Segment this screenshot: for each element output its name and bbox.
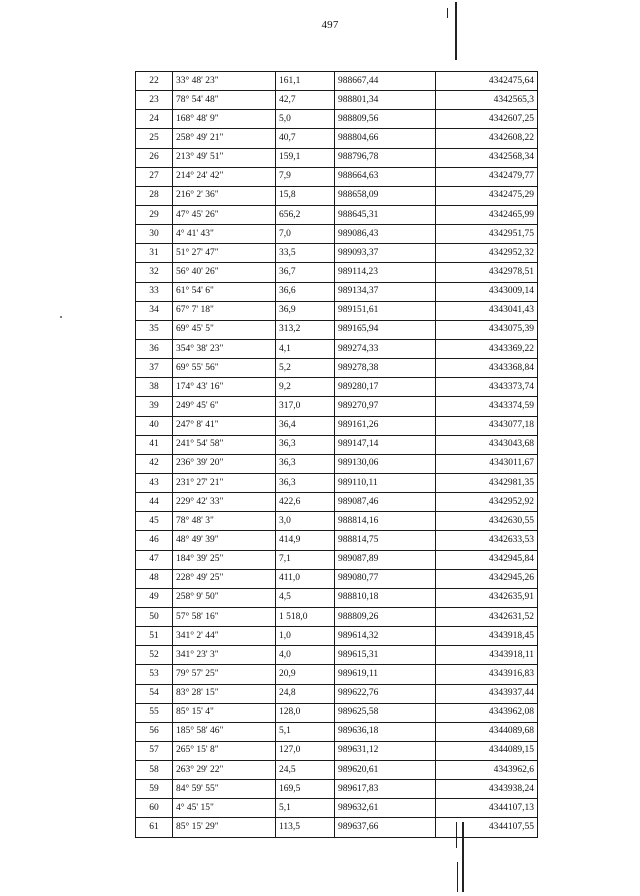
- x-coordinate-cell: 989620,61: [335, 761, 436, 780]
- scan-artifact-line: [457, 862, 458, 892]
- table-row: [136, 761, 538, 780]
- table-row: [136, 646, 538, 665]
- direction-angle-cell: 67° 7' 18": [173, 301, 276, 320]
- direction-angle-cell: 78° 54' 48": [173, 91, 276, 110]
- y-coordinate-cell: 4342479,77: [436, 167, 538, 186]
- distance-cell: 113,5: [276, 818, 335, 837]
- direction-angle-cell: 85° 15' 4": [173, 703, 276, 722]
- distance-cell: 5,1: [276, 722, 335, 741]
- page-number: 497: [321, 19, 339, 31]
- table-row: [136, 301, 538, 320]
- y-coordinate-cell: 4343373,74: [436, 378, 538, 397]
- table-row: [136, 186, 538, 205]
- direction-angle-cell: 341° 23' 3": [173, 646, 276, 665]
- y-coordinate-cell: 4342952,32: [436, 244, 538, 263]
- point-number-cell: 27: [136, 167, 173, 186]
- y-coordinate-cell: 4342465,99: [436, 205, 538, 224]
- y-coordinate-cell: 4342631,52: [436, 607, 538, 626]
- direction-angle-cell: 85° 15' 29": [173, 818, 276, 837]
- distance-cell: 313,2: [276, 320, 335, 339]
- point-number-cell: 61: [136, 818, 173, 837]
- point-number-cell: 46: [136, 531, 173, 550]
- y-coordinate-cell: 4342630,55: [436, 512, 538, 531]
- direction-angle-cell: 228° 49' 25": [173, 569, 276, 588]
- y-coordinate-cell: 4343368,84: [436, 359, 538, 378]
- distance-cell: 33,5: [276, 244, 335, 263]
- distance-cell: 414,9: [276, 531, 335, 550]
- table-row: [136, 473, 538, 492]
- direction-angle-cell: 4° 41' 43": [173, 225, 276, 244]
- y-coordinate-cell: 4343077,18: [436, 416, 538, 435]
- y-coordinate-cell: 4343962,08: [436, 703, 538, 722]
- distance-cell: 36,4: [276, 416, 335, 435]
- point-number-cell: 29: [136, 205, 173, 224]
- y-coordinate-cell: 4344107,55: [436, 818, 538, 837]
- direction-angle-cell: 48° 49' 39": [173, 531, 276, 550]
- table-row: [136, 225, 538, 244]
- x-coordinate-cell: 989087,46: [335, 493, 436, 512]
- distance-cell: 5,1: [276, 799, 335, 818]
- table-row: [136, 512, 538, 531]
- x-coordinate-cell: 989130,06: [335, 454, 436, 473]
- distance-cell: 1,0: [276, 627, 335, 646]
- table-row: [136, 741, 538, 760]
- distance-cell: 24,5: [276, 761, 335, 780]
- x-coordinate-cell: 988801,34: [335, 91, 436, 110]
- point-number-cell: 52: [136, 646, 173, 665]
- x-coordinate-cell: 989114,23: [335, 263, 436, 282]
- y-coordinate-cell: 4342633,53: [436, 531, 538, 550]
- distance-cell: 4,5: [276, 588, 335, 607]
- x-coordinate-cell: 989614,32: [335, 627, 436, 646]
- direction-angle-cell: 168° 48' 9": [173, 110, 276, 129]
- direction-angle-cell: 84° 59' 55": [173, 780, 276, 799]
- y-coordinate-cell: 4343075,39: [436, 320, 538, 339]
- direction-angle-cell: 184° 39' 25": [173, 550, 276, 569]
- x-coordinate-cell: 989615,31: [335, 646, 436, 665]
- x-coordinate-cell: 989636,18: [335, 722, 436, 741]
- table-row: [136, 148, 538, 167]
- y-coordinate-cell: 4344089,15: [436, 741, 538, 760]
- y-coordinate-cell: 4343962,6: [436, 761, 538, 780]
- direction-angle-cell: 247° 8' 41": [173, 416, 276, 435]
- point-number-cell: 58: [136, 761, 173, 780]
- x-coordinate-cell: 989086,43: [335, 225, 436, 244]
- distance-cell: 36,3: [276, 473, 335, 492]
- x-coordinate-cell: 988809,26: [335, 607, 436, 626]
- point-number-cell: 43: [136, 473, 173, 492]
- x-coordinate-cell: 988664,63: [335, 167, 436, 186]
- point-number-cell: 34: [136, 301, 173, 320]
- direction-angle-cell: 174° 43' 16": [173, 378, 276, 397]
- point-number-cell: 44: [136, 493, 173, 512]
- distance-cell: 1 518,0: [276, 607, 335, 626]
- table-row: [136, 684, 538, 703]
- direction-angle-cell: 57° 58' 16": [173, 607, 276, 626]
- y-coordinate-cell: 4343937,44: [436, 684, 538, 703]
- table-row: [136, 435, 538, 454]
- distance-cell: 7,1: [276, 550, 335, 569]
- table-row: [136, 244, 538, 263]
- x-coordinate-cell: 989110,11: [335, 473, 436, 492]
- point-number-cell: 60: [136, 799, 173, 818]
- table-row: [136, 282, 538, 301]
- y-coordinate-cell: 4342475,64: [436, 72, 538, 91]
- y-coordinate-cell: 4344107,13: [436, 799, 538, 818]
- y-coordinate-cell: 4344089,68: [436, 722, 538, 741]
- y-coordinate-cell: 4342608,22: [436, 129, 538, 148]
- y-coordinate-cell: 4342945,26: [436, 569, 538, 588]
- point-number-cell: 32: [136, 263, 173, 282]
- distance-cell: 422,6: [276, 493, 335, 512]
- direction-angle-cell: 61° 54' 6": [173, 282, 276, 301]
- distance-cell: 4,1: [276, 339, 335, 358]
- y-coordinate-cell: 4343374,59: [436, 397, 538, 416]
- distance-cell: 15,8: [276, 186, 335, 205]
- x-coordinate-cell: 989619,11: [335, 665, 436, 684]
- x-coordinate-cell: 988804,66: [335, 129, 436, 148]
- point-number-cell: 40: [136, 416, 173, 435]
- point-number-cell: 30: [136, 225, 173, 244]
- direction-angle-cell: 69° 55' 56": [173, 359, 276, 378]
- direction-angle-cell: 249° 45' 6": [173, 397, 276, 416]
- point-number-cell: 28: [136, 186, 173, 205]
- point-number-cell: 37: [136, 359, 173, 378]
- table-row: [136, 569, 538, 588]
- distance-cell: 9,2: [276, 378, 335, 397]
- point-number-cell: 59: [136, 780, 173, 799]
- point-number-cell: 50: [136, 607, 173, 626]
- x-coordinate-cell: 989147,14: [335, 435, 436, 454]
- table-row: [136, 359, 538, 378]
- x-coordinate-cell: 989151,61: [335, 301, 436, 320]
- direction-angle-cell: 241° 54' 58": [173, 435, 276, 454]
- distance-cell: 128,0: [276, 703, 335, 722]
- distance-cell: 36,3: [276, 454, 335, 473]
- y-coordinate-cell: 4342607,25: [436, 110, 538, 129]
- table-row: [136, 397, 538, 416]
- x-coordinate-cell: 989161,26: [335, 416, 436, 435]
- table-row: [136, 703, 538, 722]
- point-number-cell: 31: [136, 244, 173, 263]
- y-coordinate-cell: 4342952,92: [436, 493, 538, 512]
- table-row: [136, 91, 538, 110]
- direction-angle-cell: 4° 45' 15": [173, 799, 276, 818]
- table-row: [136, 588, 538, 607]
- point-number-cell: 55: [136, 703, 173, 722]
- distance-cell: 36,7: [276, 263, 335, 282]
- table-row: [136, 493, 538, 512]
- distance-cell: 159,1: [276, 148, 335, 167]
- table-row: [136, 550, 538, 569]
- distance-cell: 5,0: [276, 110, 335, 129]
- direction-angle-cell: 229° 42' 33": [173, 493, 276, 512]
- y-coordinate-cell: 4343043,68: [436, 435, 538, 454]
- table-row: [136, 627, 538, 646]
- y-coordinate-cell: 4342635,91: [436, 588, 538, 607]
- table-row: [136, 339, 538, 358]
- x-coordinate-cell: 989280,17: [335, 378, 436, 397]
- y-coordinate-cell: 4342568,34: [436, 148, 538, 167]
- y-coordinate-cell: 4343918,11: [436, 646, 538, 665]
- direction-angle-cell: 341° 2' 44": [173, 627, 276, 646]
- point-number-cell: 42: [136, 454, 173, 473]
- x-coordinate-cell: 989093,37: [335, 244, 436, 263]
- point-number-cell: 51: [136, 627, 173, 646]
- table-row: [136, 818, 538, 837]
- table-row: [136, 665, 538, 684]
- distance-cell: 5,2: [276, 359, 335, 378]
- direction-angle-cell: 56° 40' 26": [173, 263, 276, 282]
- direction-angle-cell: 51° 27' 47": [173, 244, 276, 263]
- coordinates-table: [135, 71, 538, 838]
- y-coordinate-cell: 4342945,84: [436, 550, 538, 569]
- distance-cell: 7,9: [276, 167, 335, 186]
- direction-angle-cell: 231° 27' 21": [173, 473, 276, 492]
- x-coordinate-cell: 988814,75: [335, 531, 436, 550]
- distance-cell: 317,0: [276, 397, 335, 416]
- table-row: [136, 531, 538, 550]
- y-coordinate-cell: 4343938,24: [436, 780, 538, 799]
- table-row: [136, 722, 538, 741]
- direction-angle-cell: 263° 29' 22": [173, 761, 276, 780]
- y-coordinate-cell: 4342951,75: [436, 225, 538, 244]
- direction-angle-cell: 78° 48' 3": [173, 512, 276, 531]
- x-coordinate-cell: 989274,33: [335, 339, 436, 358]
- point-number-cell: 38: [136, 378, 173, 397]
- distance-cell: 36,9: [276, 301, 335, 320]
- x-coordinate-cell: 989134,37: [335, 282, 436, 301]
- point-number-cell: 47: [136, 550, 173, 569]
- x-coordinate-cell: 989622,76: [335, 684, 436, 703]
- distance-cell: 3,0: [276, 512, 335, 531]
- scan-artifact-line: [455, 2, 457, 60]
- distance-cell: 36,3: [276, 435, 335, 454]
- distance-cell: 7,0: [276, 225, 335, 244]
- point-number-cell: 57: [136, 741, 173, 760]
- table-row: [136, 454, 538, 473]
- direction-angle-cell: 216° 2' 36": [173, 186, 276, 205]
- point-number-cell: 25: [136, 129, 173, 148]
- direction-angle-cell: 258° 49' 21": [173, 129, 276, 148]
- direction-angle-cell: 214° 24' 42": [173, 167, 276, 186]
- x-coordinate-cell: 989165,94: [335, 320, 436, 339]
- y-coordinate-cell: 4343011,67: [436, 454, 538, 473]
- x-coordinate-cell: 989637,66: [335, 818, 436, 837]
- table-row: [136, 110, 538, 129]
- x-coordinate-cell: 989625,58: [335, 703, 436, 722]
- x-coordinate-cell: 989632,61: [335, 799, 436, 818]
- direction-angle-cell: 33° 48' 23": [173, 72, 276, 91]
- x-coordinate-cell: 988645,31: [335, 205, 436, 224]
- y-coordinate-cell: 4343009,14: [436, 282, 538, 301]
- x-coordinate-cell: 989087,89: [335, 550, 436, 569]
- x-coordinate-cell: 989270,97: [335, 397, 436, 416]
- y-coordinate-cell: 4343916,83: [436, 665, 538, 684]
- y-coordinate-cell: 4342565,3: [436, 91, 538, 110]
- x-coordinate-cell: 988658,09: [335, 186, 436, 205]
- coordinates-table-body: [136, 72, 538, 838]
- point-number-cell: 26: [136, 148, 173, 167]
- point-number-cell: 23: [136, 91, 173, 110]
- point-number-cell: 56: [136, 722, 173, 741]
- x-coordinate-cell: 988810,18: [335, 588, 436, 607]
- table-row: [136, 416, 538, 435]
- point-number-cell: 41: [136, 435, 173, 454]
- y-coordinate-cell: 4342475,29: [436, 186, 538, 205]
- y-coordinate-cell: 4343041,43: [436, 301, 538, 320]
- point-number-cell: 48: [136, 569, 173, 588]
- direction-angle-cell: 69° 45' 5": [173, 320, 276, 339]
- point-number-cell: 39: [136, 397, 173, 416]
- table-row: [136, 72, 538, 91]
- y-coordinate-cell: 4343369,22: [436, 339, 538, 358]
- scan-artifact-line: [447, 8, 448, 18]
- direction-angle-cell: 79° 57' 25": [173, 665, 276, 684]
- point-number-cell: 35: [136, 320, 173, 339]
- distance-cell: 4,0: [276, 646, 335, 665]
- table-row: [136, 378, 538, 397]
- table-row: [136, 607, 538, 626]
- direction-angle-cell: 213° 49' 51": [173, 148, 276, 167]
- table-row: [136, 320, 538, 339]
- point-number-cell: 22: [136, 72, 173, 91]
- table-row: [136, 263, 538, 282]
- direction-angle-cell: 236° 39' 20": [173, 454, 276, 473]
- table-row: [136, 799, 538, 818]
- direction-angle-cell: 47° 45' 26": [173, 205, 276, 224]
- point-number-cell: 36: [136, 339, 173, 358]
- x-coordinate-cell: 989617,83: [335, 780, 436, 799]
- direction-angle-cell: 185° 58' 46": [173, 722, 276, 741]
- distance-cell: 36,6: [276, 282, 335, 301]
- y-coordinate-cell: 4342978,51: [436, 263, 538, 282]
- y-coordinate-cell: 4342981,35: [436, 473, 538, 492]
- distance-cell: 656,2: [276, 205, 335, 224]
- x-coordinate-cell: 988809,56: [335, 110, 436, 129]
- direction-angle-cell: 265° 15' 8": [173, 741, 276, 760]
- direction-angle-cell: 83° 28' 15": [173, 684, 276, 703]
- point-number-cell: 53: [136, 665, 173, 684]
- distance-cell: 411,0: [276, 569, 335, 588]
- distance-cell: 127,0: [276, 741, 335, 760]
- scan-artifact-dot: [60, 316, 62, 318]
- point-number-cell: 45: [136, 512, 173, 531]
- point-number-cell: 33: [136, 282, 173, 301]
- x-coordinate-cell: 988814,16: [335, 512, 436, 531]
- distance-cell: 24,8: [276, 684, 335, 703]
- direction-angle-cell: 258° 9' 50": [173, 588, 276, 607]
- table-row: [136, 205, 538, 224]
- x-coordinate-cell: 989631,12: [335, 741, 436, 760]
- distance-cell: 161,1: [276, 72, 335, 91]
- table-row: [136, 167, 538, 186]
- x-coordinate-cell: 989080,77: [335, 569, 436, 588]
- table-row: [136, 129, 538, 148]
- x-coordinate-cell: 989278,38: [335, 359, 436, 378]
- point-number-cell: 49: [136, 588, 173, 607]
- x-coordinate-cell: 988667,44: [335, 72, 436, 91]
- point-number-cell: 54: [136, 684, 173, 703]
- point-number-cell: 24: [136, 110, 173, 129]
- distance-cell: 42,7: [276, 91, 335, 110]
- distance-cell: 20,9: [276, 665, 335, 684]
- y-coordinate-cell: 4343918,45: [436, 627, 538, 646]
- table-row: [136, 780, 538, 799]
- direction-angle-cell: 354° 38' 23": [173, 339, 276, 358]
- distance-cell: 169,5: [276, 780, 335, 799]
- x-coordinate-cell: 988796,78: [335, 148, 436, 167]
- distance-cell: 40,7: [276, 129, 335, 148]
